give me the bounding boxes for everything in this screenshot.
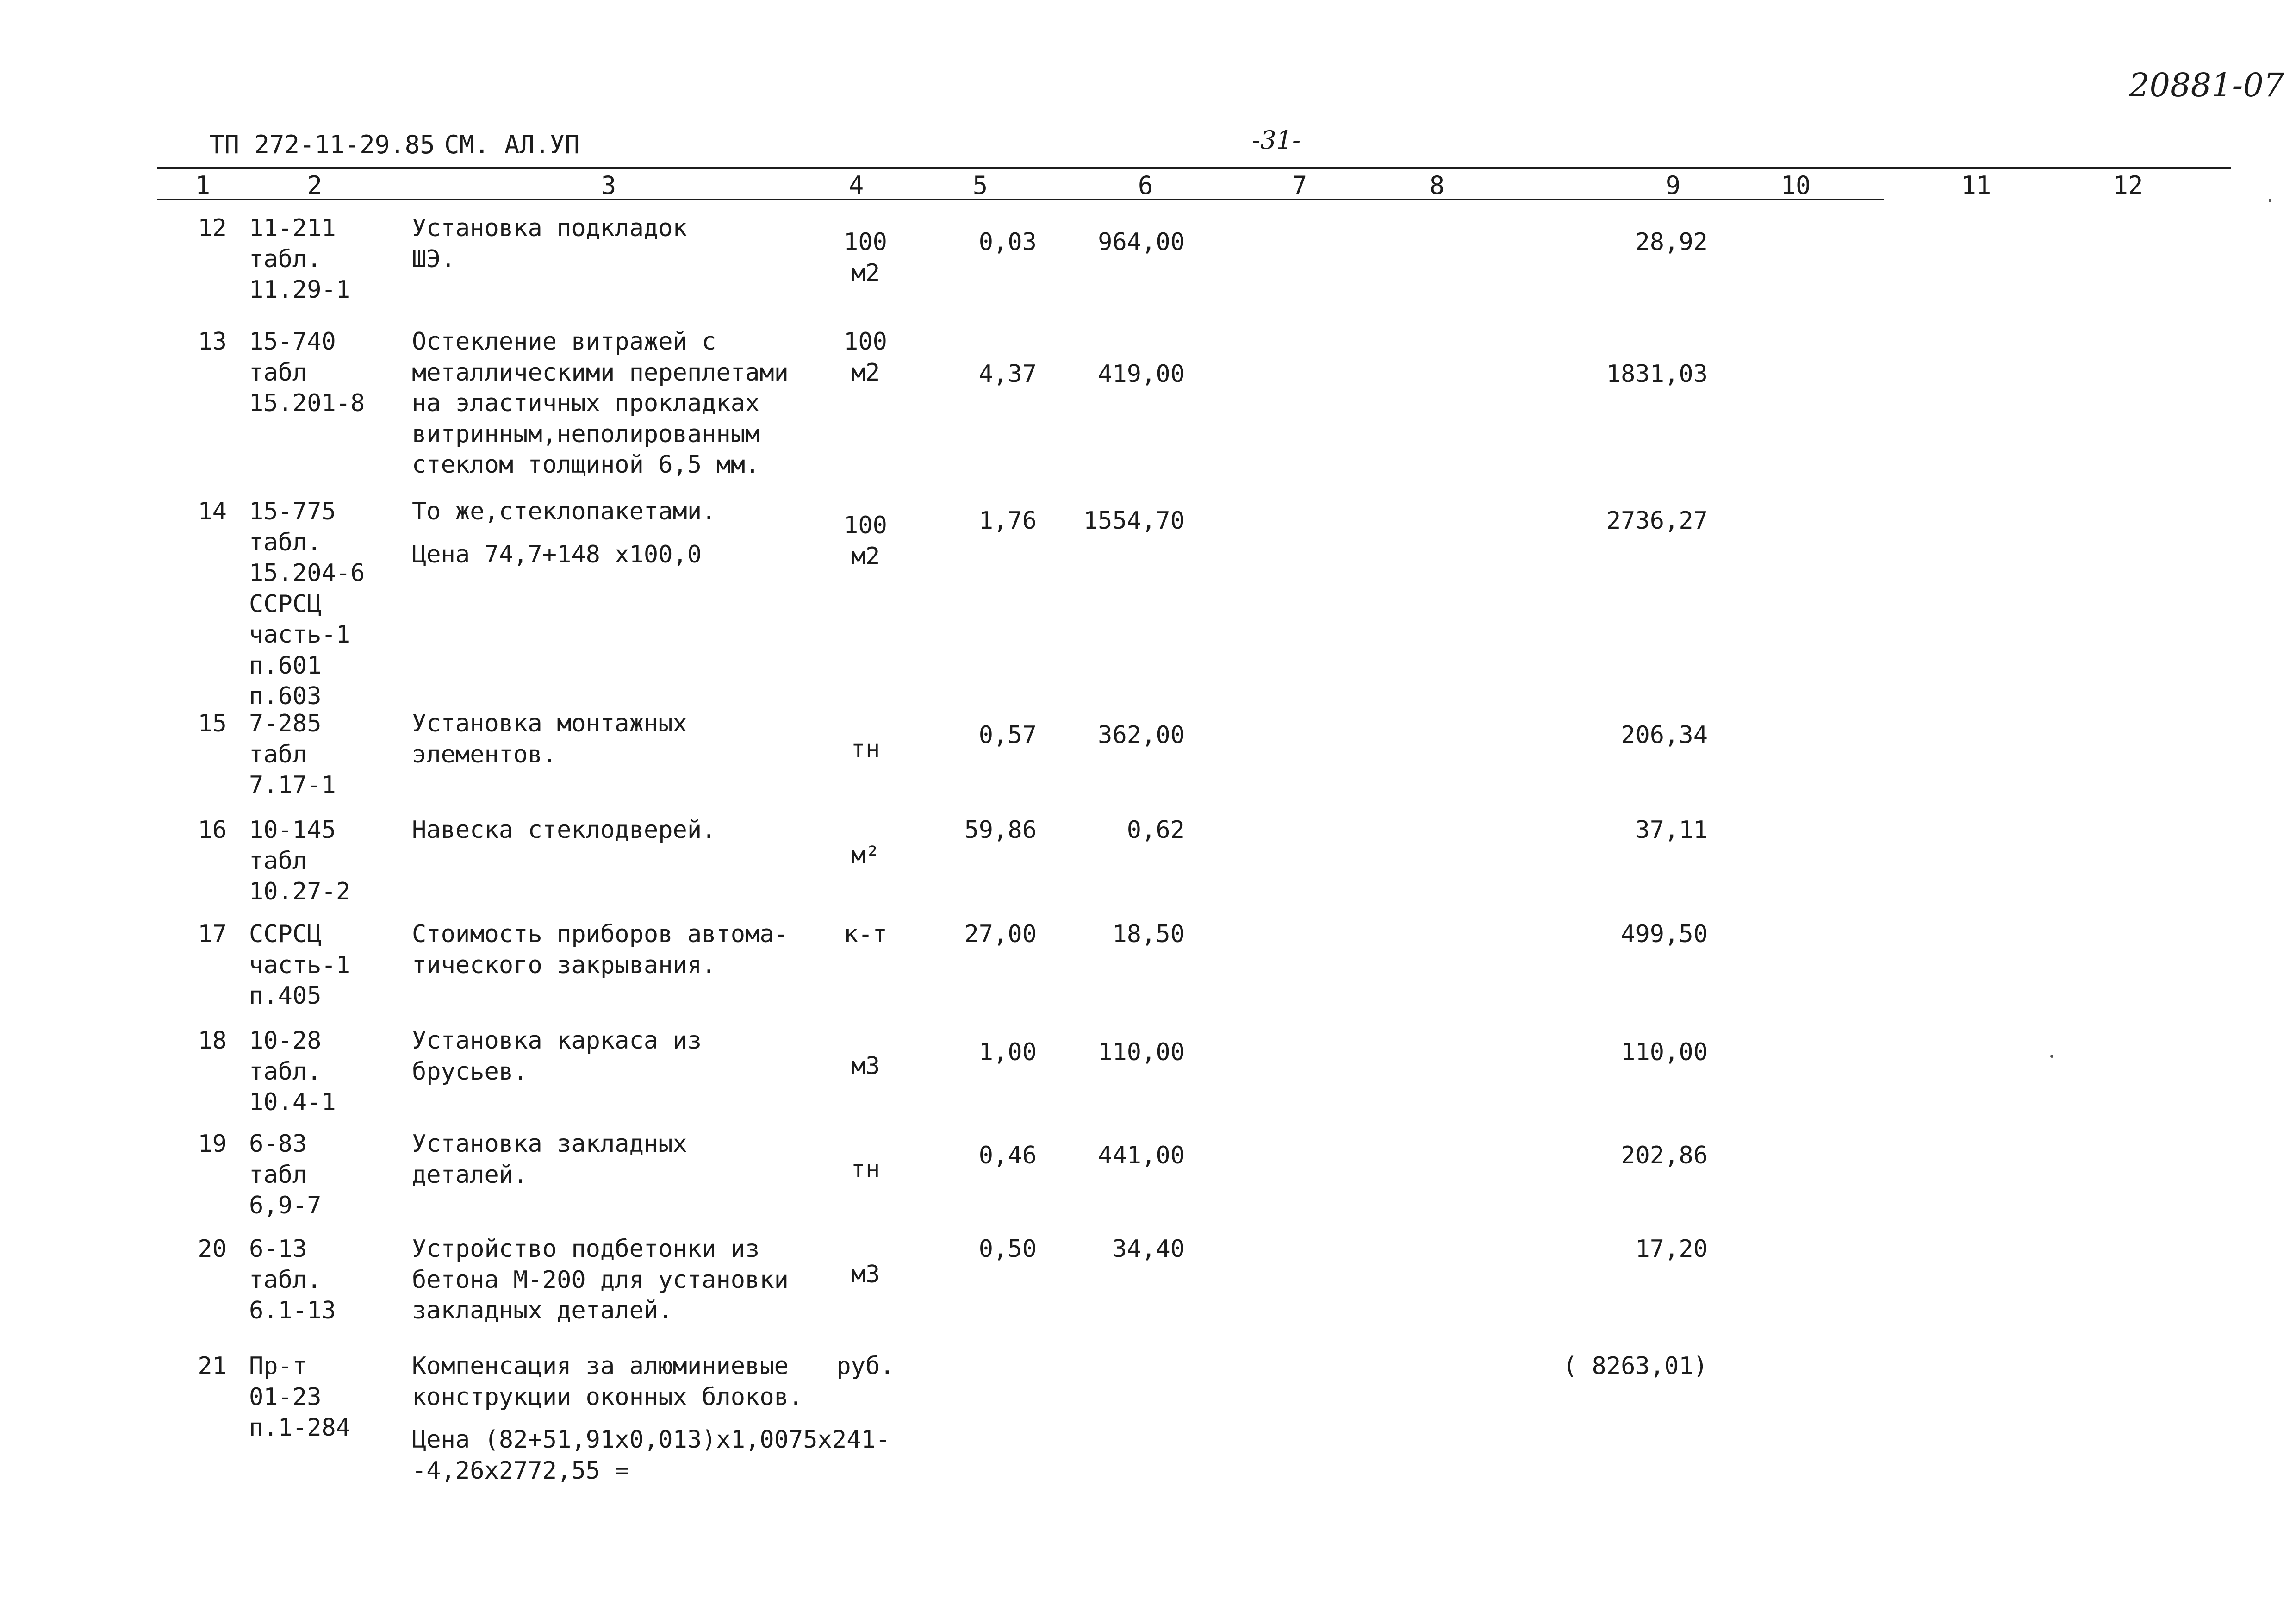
row-number: 15 (198, 710, 227, 737)
unit-price: 34,40 (1112, 1235, 1185, 1263)
rate-code: 15-740 табл 15.201-8 (249, 328, 365, 418)
unit-price: 362,00 (1098, 721, 1185, 749)
work-description: Навеска стеклодверей. (412, 816, 716, 844)
unit-price: 110,00 (1098, 1038, 1185, 1066)
total-cost: 110,00 (1621, 1038, 1708, 1066)
unit: 100 м2 (844, 512, 887, 570)
row-number: 21 (198, 1352, 227, 1380)
unit-price: 964,00 (1098, 228, 1185, 256)
header-bottom-rule (157, 199, 1884, 200)
rate-code: 6-13 табл. 6.1-13 (249, 1235, 336, 1325)
column-number-10: 10 (1780, 171, 1811, 200)
total-cost: 206,34 (1621, 721, 1708, 749)
unit: тн (851, 1156, 880, 1183)
column-number-8: 8 (1429, 171, 1445, 200)
row-number: 17 (198, 920, 227, 948)
row-number: 18 (198, 1027, 227, 1055)
work-description: Устройство подбетонки из бетона М-200 для установки закладных деталей. (412, 1235, 789, 1325)
unit: к-т (844, 920, 887, 948)
total-cost: 1831,03 (1606, 360, 1708, 388)
unit: м² (851, 842, 880, 869)
quantity: 27,00 (964, 920, 1037, 948)
column-number-11: 11 (1961, 171, 1991, 200)
total-cost: 499,50 (1621, 920, 1708, 948)
column-number-5: 5 (972, 171, 988, 200)
quantity: 0,50 (978, 1235, 1037, 1263)
scan-mark (2269, 199, 2271, 202)
row-number: 20 (198, 1235, 227, 1263)
row-number: 19 (198, 1130, 227, 1158)
total-cost: 2736,27 (1606, 507, 1708, 535)
work-description: Установка монтажных элементов. (412, 710, 687, 768)
unit-price: 419,00 (1098, 360, 1185, 388)
quantity: 0,57 (978, 721, 1037, 749)
rate-code: 6-83 табл 6,9-7 (249, 1130, 322, 1220)
price-formula: Цена 74,7+148 х100,0 (412, 540, 702, 568)
archive-stamp: 20881-07 (2129, 66, 2284, 104)
rate-code: 15-775 табл. 15.204-6 ССРСЦ часть-1 п.601 п.603 (249, 498, 365, 711)
unit-price: 1554,70 (1083, 507, 1185, 535)
row-number: 12 (198, 214, 227, 242)
quantity: 0,46 (978, 1142, 1037, 1169)
work-description: Установка подкладок ШЭ. (412, 214, 687, 273)
total-cost: 202,86 (1621, 1142, 1708, 1169)
row-number: 13 (198, 328, 227, 356)
column-number-6: 6 (1138, 171, 1153, 200)
rate-code: Пр-т 01-23 п.1-284 (249, 1352, 351, 1442)
work-description: То же,стеклопакетами. Цена 74,7+148 х100,0 (412, 496, 870, 570)
row-number: 14 (198, 498, 227, 525)
work-description: Стоимость приборов автома- тического закрывания. (412, 920, 789, 979)
sheet-reference: СМ. АЛ.УП (444, 130, 580, 159)
unit: м3 (851, 1261, 880, 1288)
column-number-7: 7 (1292, 171, 1307, 200)
header-top-rule (157, 167, 2231, 169)
quantity: 59,86 (964, 816, 1037, 844)
rate-code: 10-28 табл. 10.4-1 (249, 1027, 336, 1117)
unit-price: 0,62 (1126, 816, 1185, 844)
row-number: 16 (198, 816, 227, 844)
column-number-9: 9 (1665, 171, 1681, 200)
rate-code: 7-285 табл 7.17-1 (249, 710, 336, 800)
unit-price: 18,50 (1112, 920, 1185, 948)
rate-code: 11-211 табл. 11.29-1 (249, 214, 351, 304)
unit: 100 м2 (844, 228, 887, 287)
column-number-12: 12 (2113, 171, 2143, 200)
total-cost: ( 8263,01) (1562, 1352, 1708, 1380)
document-code: ТП 272-11-29.85 (209, 130, 435, 159)
total-cost: 28,92 (1635, 228, 1708, 256)
column-number-3: 3 (601, 171, 616, 200)
total-cost: 37,11 (1635, 816, 1708, 844)
rate-code: 10-145 табл 10.27-2 (249, 816, 351, 906)
total-cost: 17,20 (1635, 1235, 1708, 1263)
column-number-4: 4 (848, 171, 864, 200)
column-number-2: 2 (307, 171, 323, 200)
quantity: 4,37 (978, 360, 1037, 388)
unit: тн (851, 735, 880, 763)
quantity: 1,00 (978, 1038, 1037, 1066)
work-description: Остекление витражей с металлическими переплетами на эластичных прокладках витринным,неполированным стеклом толщиной 6,5 мм. (412, 328, 789, 479)
scan-speck (2050, 1055, 2053, 1058)
unit-price: 441,00 (1098, 1142, 1185, 1169)
unit: 100 м2 (844, 328, 887, 387)
rate-code: ССРСЦ часть-1 п.405 (249, 920, 351, 1010)
work-description: Установка каркаса из брусьев. (412, 1027, 702, 1086)
quantity: 1,76 (978, 507, 1037, 535)
work-description: Компенсация за алюминиевые конструкции оконных блоков. Цена (82+51,91х0,013)х1,0075х241- -4,26х2772,55 = (412, 1351, 870, 1486)
work-description: Установка закладных деталей. (412, 1130, 687, 1189)
unit: м3 (851, 1052, 880, 1080)
quantity: 0,03 (978, 228, 1037, 256)
column-number-1: 1 (195, 171, 211, 200)
price-formula: Цена (82+51,91х0,013)х1,0075х241- -4,26х2772,55 = (412, 1426, 890, 1485)
unit: руб. (836, 1352, 895, 1380)
page-number: -31- (1252, 125, 1301, 155)
